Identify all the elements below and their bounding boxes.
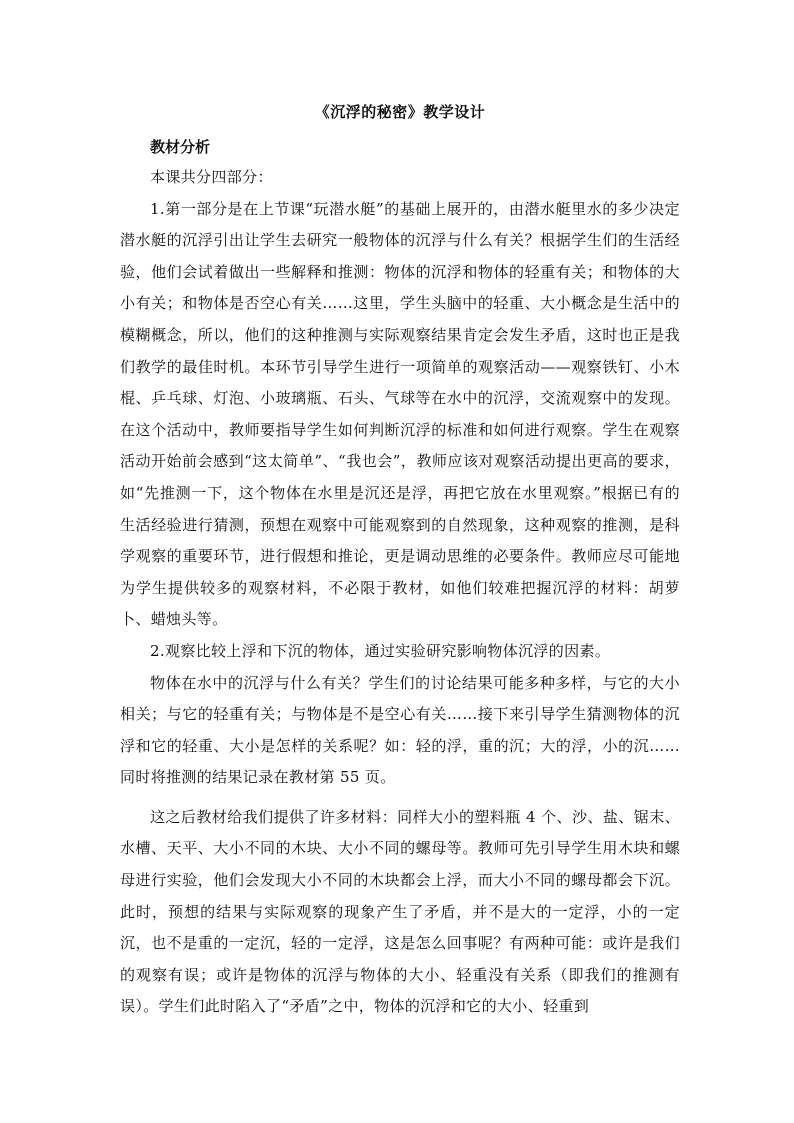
paragraph-part-one: 1.第一部分是在上节课“玩潜水艇”的基础上展开的，由潜水艇里水的多少决定潜水艇的沉浮引出让学生去研究一般物体的沉浮与什么有关？根据学生们的生活经验，他们会试着做出一些解释和推测：物体的沉浮和物体的轻重有关；和物体的大小有关；和物体是否空心有关……这里，学生头脑中的轻重、大小概念是生活中的模糊概念，所以，他们的这种推测与实际观察结果肯定会发生矛盾，这时也正是我们教学的最佳时机。本环节引导学生进行一项简单的观察活动——观察铁钉、小木棍、乒乓球、灯泡、小玻璃瓶、石头、气球等在水中的沉浮，交流观察中的发现。在这个活动中，教师要指导学生如何判断沉浮的标准和如何进行观察。学生在观察活动开始前会感到“这太简单”、“我也会”，教师应该对观察活动提出更高的要求，如“先推测一下，这个物体在水里是沉还是浮，再把它放在水里观察。”根据已有的生活经验进行猜测，预想在观察中可能观察到的自然现象，这种观察的推测，是科学观察的重要环节，进行假想和推论，更是调动思维的必要条件。教师应尽可能地为学生提供较多的观察材料，不必限于教材，如他们较难把握沉浮的材料：胡萝卜、蜡烛头等。	[120, 199, 680, 629]
section-heading-material-analysis: 教材分析	[150, 138, 211, 156]
paragraph-part-two: 2.观察比较上浮和下沉的物体，通过实验研究影响物体沉浮的因素。	[150, 641, 611, 660]
document-body	[120, 100, 680, 1023]
paragraph-discussion: 物体在水中的沉浮与什么有关？学生们的讨论结果可能多种多样，与它的大小相关；与它的轻重有关；与物体是不是空心有关……接下来引导学生猜测物体的沉浮和它的轻重、大小是怎样的关系呢？如：轻的浮，重的沉；大的浮，小的沉……同时将推测的结果记录在教材第 55 页。	[120, 673, 680, 787]
paragraph-materials: 这之后教材给我们提供了许多材料：同样大小的塑料瓶 4 个、沙、盐、锯末、水槽、天平、大小不同的木块、大小不同的螺母等。教师可先引导学生用木块和螺母进行实验，他们会发现大小不同的木块都会上浮，而大小不同的螺母都会下沉。此时，预想的结果与实际观察的现象产生了矛盾，并不是大的一定浮，小的一定沉，也不是重的一定沉，轻的一定浮，这是怎么回事呢？有两种可能：或许是我们的观察有误；或许是物体的沉浮与物体的大小、轻重没有关系（即我们的推测有误）。学生们此时陷入了“矛盾”之中，物体的沉浮和它的大小、轻重到	[120, 807, 680, 1016]
paragraph-intro: 本课共分四部分：	[150, 168, 273, 186]
document-title: 《沉浮的秘密》教学设计	[314, 103, 486, 121]
